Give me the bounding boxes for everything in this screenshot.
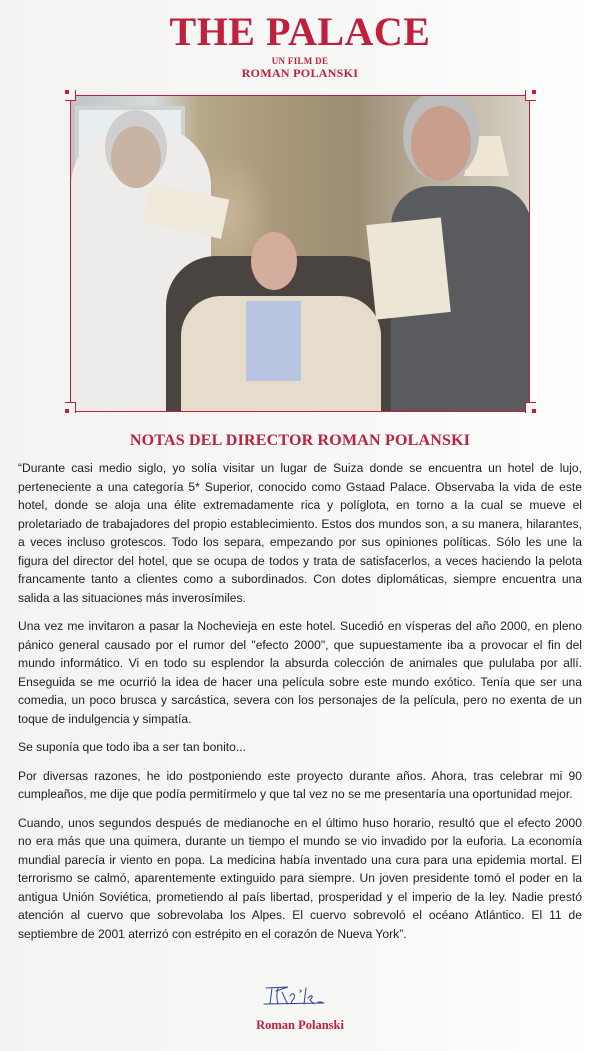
frame-corner-ornament — [525, 90, 536, 101]
paragraph: Una vez me invitaron a pasar la Nochevieja en este hotel. Sucedió en vísperas del año 2000, en pleno pánico general causado por el rumor del "efecto 2000", que supuestamente iba a provocar el fin del mundo informático. Vi en todo su esplendor la absurda colección de animales que pululaba por allí. Enseguida se me ocurrió la idea de hacer una película sobre este mundo exótico. Tenía que ser una comedia, un poco brusca y sarcástica, severa con los personajes de la película, pero no exenta de un toque de indulgencia y simpatía. — [18, 619, 582, 726]
frame-corner-ornament — [65, 402, 76, 413]
paragraph: “Durante casi medio siglo, yo solía visitar un lugar de Suiza donde se encuentra un hotel de lujo, perteneciente a una categoría 5* Superior, conocido como Gstaad Palace. Observaba la vida de este hotel, donde se aloja una élite extremadamente rica y políglota, en torno a la cual se mueve el proletariado de trabajadores del propio establecimiento. Estos dos mundos son, a su manera, hilarantes, a veces incluso grotescos. Todo los separa, empezando por sus opiniones políticas. Sólo les une la figura del director del hotel, que se ocupa de todos y trata de satisfacerlos, a veces haciendo la pelota francamente tanto a clientes como a subordinados. Con dotes diplomáticas, siempre encuentra una salida a las situaciones más inverosímiles. — [18, 461, 582, 605]
director-name-header: ROMAN POLANSKI — [241, 66, 359, 80]
paragraph: Por diversas razones, he ido postponiendo este proyecto durante años. Ahora, tras celebrar mi 90 cumpleaños, me dije que podía permitírmelo y que tal vez no se me presentaría una oportunidad mejor. — [18, 768, 582, 801]
film-title: THE PALACE — [169, 9, 431, 54]
frame-corner-ornament — [65, 90, 76, 101]
photo-seated-man-shirt — [246, 301, 301, 381]
section-heading: NOTAS DEL DIRECTOR ROMAN POLANSKI — [129, 432, 471, 449]
film-byline: UN FILM DE — [271, 56, 329, 66]
photo-background — [71, 96, 529, 411]
photo-standing-man-head — [411, 106, 471, 181]
photo-seated-man-head — [251, 232, 297, 290]
photo-nurse-head — [111, 126, 161, 188]
frame-corner-ornament — [525, 402, 536, 413]
paragraph: Se suponía que todo iba a ser tan bonito... — [18, 740, 246, 754]
paragraph: Cuando, unos segundos después de medianoche en el último huso horario, resultó que el efecto 2000 no era más que una quimera, durante un tiempo el mundo se vio invadido por la euforia. La economía mundial parecía ir viento en popa. La medicina había inventado una cura para una epidemia mortal. El terrorismo se calmó, aparentemente extinguido para siempre. Un joven presidente tomó el poder en la antigua Unión Soviética, prometiendo al país libertad, prosperidad y el imperio de la ley. Nadie prestó atención al cuervo que sobrevolaba los Alpes. El cuervo sobrevoló el océano Atlántico. El 11 de septiembre de 2001 aterrizó con estrépito en el corazón de Nueva York”. — [18, 815, 582, 941]
signature-icon — [262, 982, 342, 1008]
signature-name: Roman Polanski — [256, 1018, 344, 1032]
film-still-photo — [70, 95, 530, 412]
photo-paper-standing — [366, 217, 451, 319]
director-notes-body — [18, 459, 582, 953]
